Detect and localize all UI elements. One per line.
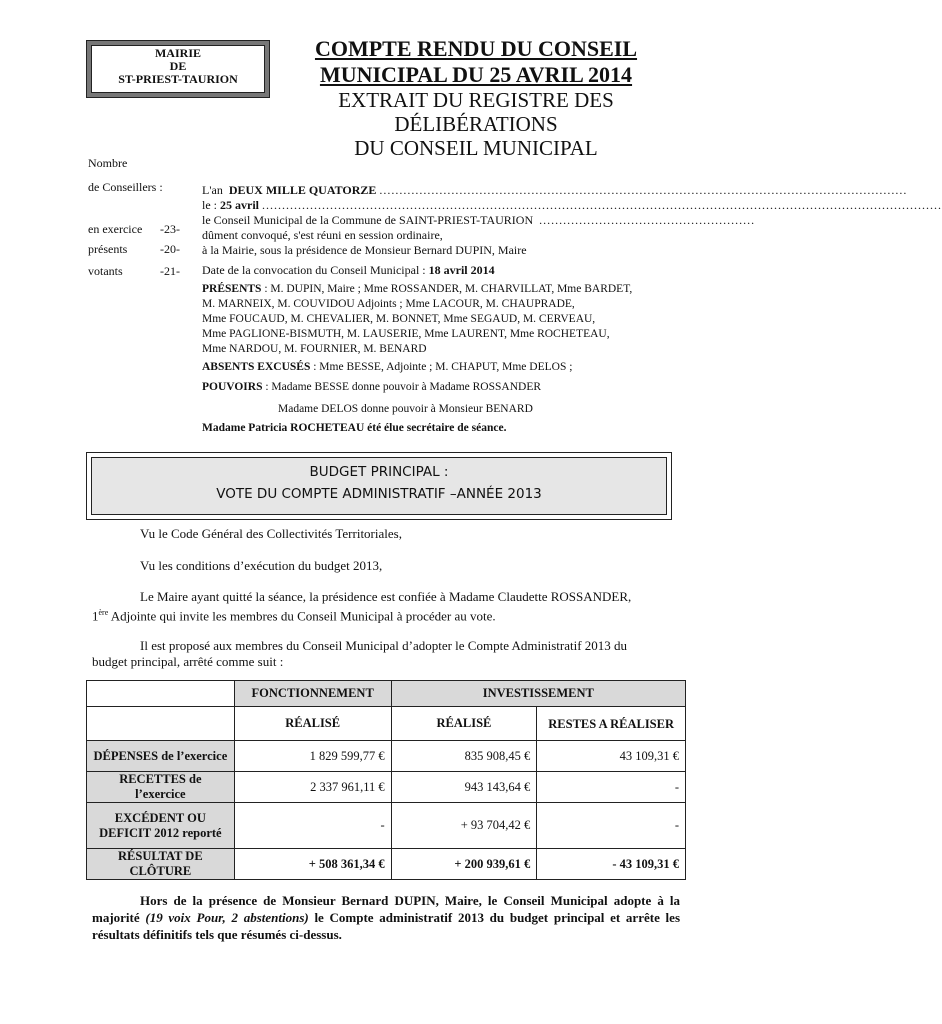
exercice-value: -23- — [160, 222, 180, 236]
para-conditions: Vu les conditions d’exécution du budget 2013, — [140, 558, 383, 573]
row-restes: - — [537, 803, 686, 849]
row-invest: 943 143,64 € — [391, 772, 537, 803]
row-invest: + 93 704,42 € — [391, 803, 537, 849]
presents-line3: Mme FOUCAUD, M. CHEVALIER, M. BONNET, Mme SEGAUD, M. CERVEAU, — [202, 313, 596, 325]
conclusion-part1: Hors de la présence de Monsieur Bernard DUPIN, Maire, le Conseil Municipal adopte à la majorité — [92, 893, 680, 925]
intro-an: L'an DEUX MILLE QUATORZE .................................................................................................................................... — [202, 183, 908, 197]
row-restes: - 43 109,31 € — [537, 849, 686, 880]
header-realise-fonct: RÉALISÉ — [234, 707, 391, 741]
row-label: RECETTES de l’exercice — [87, 772, 235, 803]
table-row — [87, 741, 686, 772]
title-line5: DU CONSEIL MUNICIPAL — [354, 136, 598, 160]
presents-line4: Mme PAGLIONE-BISMUTH, M. LAUSERIE, Mme LAURENT, Mme ROCHETEAU, — [202, 328, 610, 340]
convocation-date: 18 avril 2014 — [428, 263, 495, 277]
conclusion-vote: (19 voix Pour, 2 abstentions) — [145, 910, 309, 925]
mairie-line1: MAIRIE — [154, 46, 201, 60]
header-investissement: INVESTISSEMENT — [391, 681, 685, 707]
conclusion-part2: le Compte administratif 2013 du budget principal et arrête les résultats définitifs tels que résumés ci-dessus. — [92, 910, 681, 942]
para-maire-a: Le Maire ayant quitté la séance, la présidence est confiée à Madame Claudette ROSSANDER, — [140, 589, 632, 604]
presents-value: -20- — [160, 242, 180, 256]
mairie-box — [86, 40, 270, 98]
para-adjointe-sup: ère — [98, 608, 109, 617]
secretaire-line: Madame Patricia ROCHETEAU été élue secrétaire de séance. — [202, 422, 507, 434]
exercice-label: en exercice — [88, 222, 143, 236]
title-line4: DÉLIBÉRATIONS — [394, 112, 558, 136]
results-table — [86, 680, 686, 880]
intro-convoque: dûment convoqué, s'est réuni en session ordinaire, — [202, 228, 443, 242]
absents-label: ABSENTS EXCUSÉS — [202, 361, 311, 373]
le-value: 25 avril — [220, 198, 259, 212]
absents-line — [202, 360, 572, 375]
para-propose-b: budget principal, arrêté comme suit : — [92, 654, 284, 669]
mairie-line2: DE — [169, 59, 187, 73]
an-prefix: L'an — [202, 183, 223, 197]
row-invest: 835 908,45 € — [391, 741, 537, 772]
table-row — [87, 803, 686, 849]
convocation-line — [202, 262, 495, 278]
header-fonctionnement: FONCTIONNEMENT — [234, 681, 391, 707]
budget-line2: VOTE DU COMPTE ADMINISTRATIF –ANNÉE 2013 — [216, 486, 542, 502]
para-maire-b — [92, 604, 496, 624]
votants-value: -21- — [160, 264, 180, 278]
conclusion — [92, 892, 680, 943]
intro-presidence: à la Mairie, sous la présidence de Monsieur Bernard DUPIN, Maire — [202, 243, 527, 257]
conseil-text: le Conseil Municipal de la Commune de SAINT-PRIEST-TAURION — [202, 213, 534, 227]
pouvoirs-line2: Madame DELOS donne pouvoir à Monsieur BENARD — [278, 403, 533, 415]
an-value: DEUX MILLE QUATORZE — [228, 183, 377, 197]
row-label: RÉSULTAT DE CLÔTURE — [87, 849, 235, 880]
para-adjointe-rest: Adjointe qui invite les membres du Conseil Municipal à procéder au vote. — [108, 608, 496, 624]
conseillers-label: de Conseillers : — [88, 180, 163, 194]
title-line3: EXTRAIT DU REGISTRE DES — [338, 88, 614, 112]
table-corner — [87, 681, 235, 707]
pouvoirs-line — [202, 380, 541, 395]
title-line1: COMPTE RENDU DU CONSEIL — [314, 36, 638, 61]
row-fonct: - — [234, 803, 391, 849]
table-blank — [87, 707, 235, 741]
presents-line2: M. MARNEIX, M. COUVIDOU Adjoints ; Mme LACOUR, M. CHAUPRADE, — [202, 298, 575, 310]
intro-le: le : 25 avril .......................................................................................................................................................................... — [202, 198, 942, 212]
budget-box — [86, 452, 672, 520]
presents-block — [202, 282, 682, 357]
row-restes: 43 109,31 € — [537, 741, 686, 772]
para-adjointe-num: 1 — [92, 608, 99, 624]
convocation-label: Date de la convocation du Conseil Municipal : — [202, 263, 426, 277]
budget-line1: BUDGET PRINCIPAL : — [309, 464, 449, 480]
row-fonct: 1 829 599,77 € — [234, 741, 391, 772]
title-line2: MUNICIPAL DU 25 AVRIL 2014 — [319, 62, 633, 87]
para-propose-a: Il est proposé aux membres du Conseil Municipal d’adopter le Compte Administratif 2013 du — [140, 638, 628, 653]
mairie-line3: ST-PRIEST-TAURION — [118, 72, 238, 86]
header-restes: RESTES A RÉALISER — [537, 707, 686, 741]
presents-line5: Mme NARDOU, M. FOURNIER, M. BENARD — [202, 343, 427, 355]
table-row — [87, 849, 686, 880]
votants-label: votants — [88, 264, 123, 278]
presents-label-title: PRÉSENTS — [202, 283, 262, 295]
para-code: Vu le Code Général des Collectivités Territoriales, — [140, 526, 402, 541]
absents-text: : Mme BESSE, Adjointe ; M. CHAPUT, Mme DELOS ; — [313, 361, 573, 373]
row-label: EXCÉDENT OU DEFICIT 2012 reporté — [87, 803, 235, 849]
row-restes: - — [537, 772, 686, 803]
table-row — [87, 772, 686, 803]
presents-line1: : M. DUPIN, Maire ; Mme ROSSANDER, M. CHARVILLAT, Mme BARDET, — [264, 283, 633, 295]
intro-conseil: le Conseil Municipal de la Commune de SAINT-PRIEST-TAURION ...................................................... — [202, 213, 756, 227]
pouvoirs-label: POUVOIRS — [202, 381, 263, 393]
nombre-label: Nombre — [88, 156, 128, 170]
header-realise-invest: RÉALISÉ — [391, 707, 537, 741]
row-fonct: + 508 361,34 € — [234, 849, 391, 880]
row-invest: + 200 939,61 € — [391, 849, 537, 880]
row-fonct: 2 337 961,11 € — [234, 772, 391, 803]
le-prefix: le : — [202, 198, 217, 212]
pouvoirs-line1: : Madame BESSE donne pouvoir à Madame ROSSANDER — [265, 381, 542, 393]
presents-label: présents — [88, 242, 128, 256]
row-label: DÉPENSES de l’exercice — [87, 741, 235, 772]
